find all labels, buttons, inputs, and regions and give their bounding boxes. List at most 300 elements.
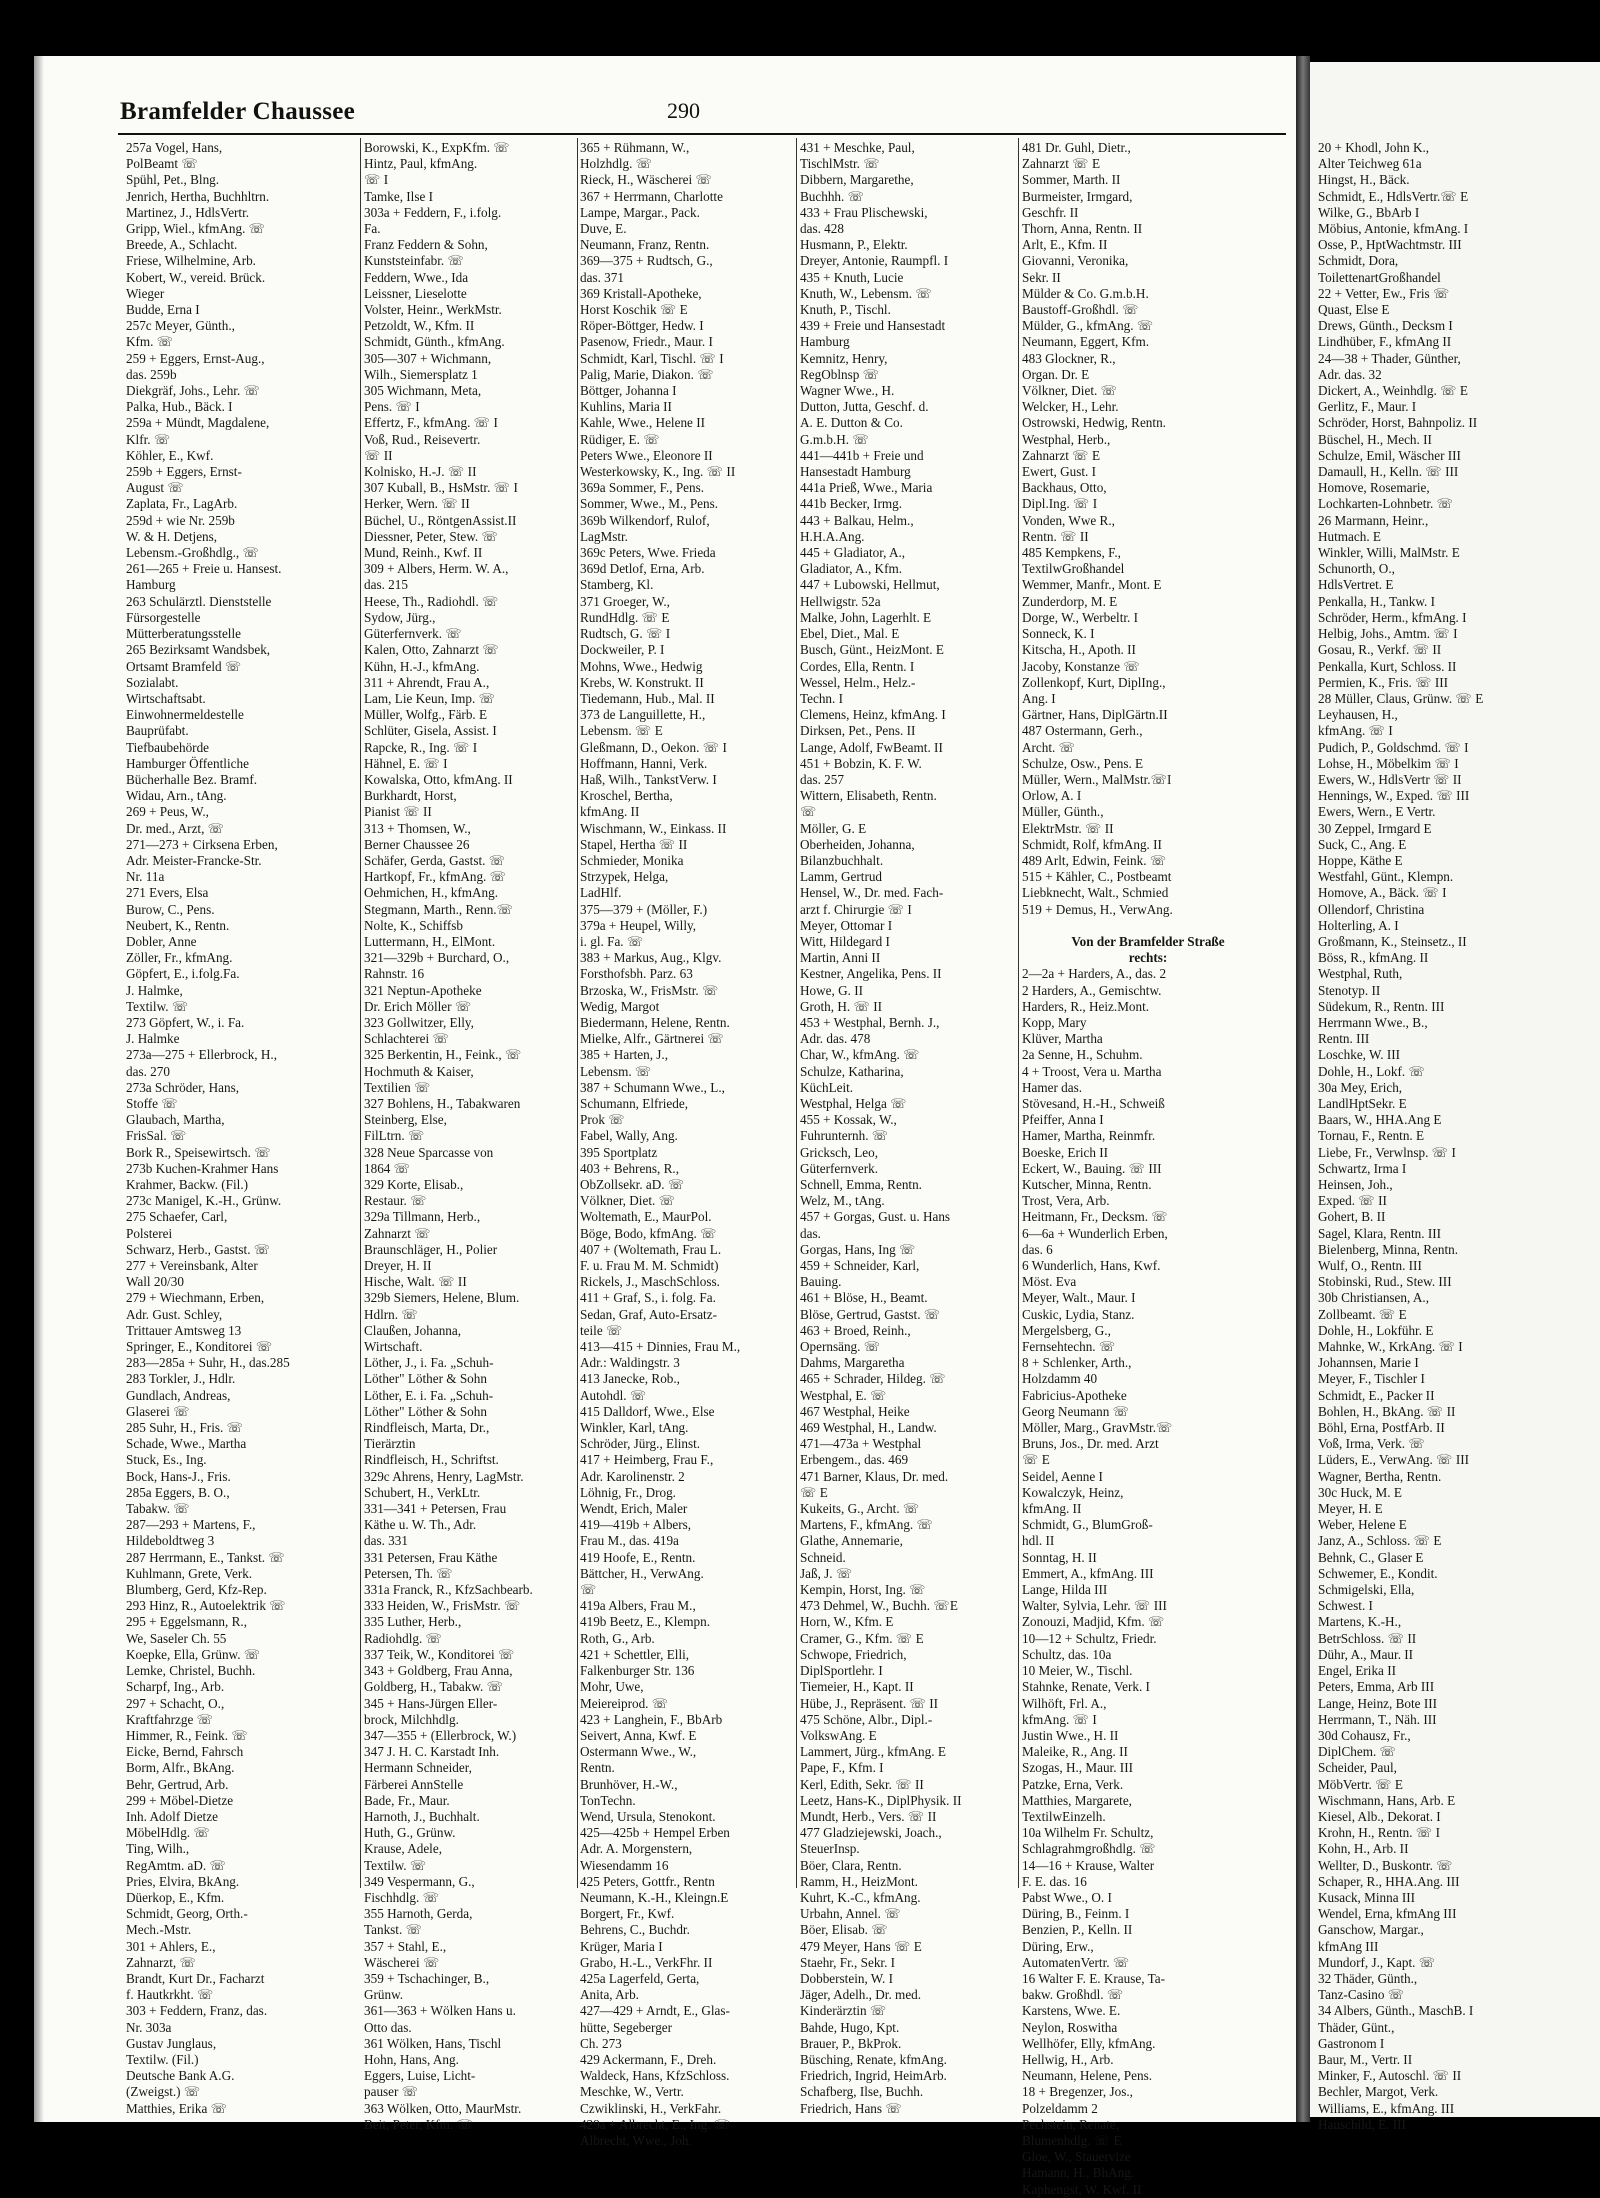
- directory-line: Lohse, H., Möbelkim ☏ I: [1318, 755, 1459, 771]
- column-rule: [577, 138, 578, 1888]
- directory-line: Brauer, P., BkProk.: [800, 2035, 902, 2051]
- directory-line: arzt f. Chirurgie ☏ I: [800, 901, 912, 917]
- directory-line: Hingst, H., Bäck.: [1318, 172, 1410, 188]
- directory-line: Maleike, R., Ang. II: [1022, 1744, 1128, 1760]
- directory-line: Glaubach, Martha,: [126, 1112, 225, 1128]
- directory-line: Widau, Arn., tAng.: [126, 788, 227, 804]
- directory-line: Hdlrn. ☏: [364, 1306, 418, 1322]
- directory-line: Trost, Vera, Arb.: [1022, 1193, 1110, 1209]
- directory-line: Westphal, E. ☏: [800, 1387, 887, 1403]
- directory-line: Schmidt, Rolf, kfmAng. II: [1022, 836, 1162, 852]
- directory-line: Lebensm. ☏: [580, 1063, 652, 1079]
- directory-line: Liebe, Fr., Verwlnsp. ☏ I: [1318, 1144, 1456, 1160]
- directory-line: Heinsen, Joh.,: [1318, 1177, 1393, 1192]
- directory-line: 425—425b + Hempel Erben: [580, 1825, 730, 1841]
- column-rule: [796, 138, 797, 1888]
- directory-line: Böss, R., kfmAng. II: [1318, 950, 1429, 966]
- directory-line: 331 Petersen, Frau Käthe: [364, 1549, 498, 1565]
- directory-line: 329b Siemers, Helene, Blum.: [364, 1290, 520, 1306]
- directory-line: Staehr, Fr., Sekr. I: [800, 1954, 896, 1970]
- directory-line: 263 Schulärztl. Dienststelle: [126, 593, 272, 609]
- directory-line: Dorge, W., Werbeltr. I: [1022, 609, 1139, 625]
- directory-line: Müller, Günth.,: [1022, 804, 1104, 820]
- directory-line: Von der Bramfelder Straße: [1071, 933, 1225, 949]
- directory-line: Meyer, H. E: [1318, 1501, 1383, 1517]
- directory-line: f. Hautkrkht. ☏: [126, 1987, 214, 2003]
- directory-line: Lamm, Gertrud: [800, 869, 883, 885]
- directory-line: Petzoldt, W., Kfm. II: [364, 318, 475, 334]
- directory-line: Rentn.: [580, 1760, 615, 1776]
- directory-line: Zöller, Fr., kfmAng.: [126, 950, 233, 966]
- directory-line: Waldeck, Hans, KfzSchloss.: [580, 2068, 730, 2084]
- directory-line: Vonden, Wwe R.,: [1022, 512, 1115, 528]
- directory-line: Rentn. III: [1318, 1031, 1370, 1047]
- directory-line: Wirtschaft.: [364, 1339, 423, 1355]
- directory-line: Karstens, Wwe. E.: [1022, 2003, 1121, 2019]
- directory-line: Sonntag, H. II: [1022, 1549, 1097, 1565]
- directory-line: 419 Hoofe, E., Rentn.: [580, 1549, 696, 1565]
- directory-line: 261—265 + Freie u. Hansest.: [126, 561, 282, 577]
- directory-line: Hermann Schneider,: [364, 1760, 472, 1776]
- directory-line: 439 + Freie und Hansestadt: [800, 318, 946, 334]
- directory-line: Tabakw. ☏: [126, 1501, 190, 1517]
- page-edge-shadow: [34, 56, 44, 2122]
- directory-line: Bielenberg, Minna, Rentn.: [1318, 1241, 1459, 1257]
- directory-line: Adr. das. 478: [800, 1031, 871, 1047]
- directory-line: Ting, Wilh.,: [126, 1841, 190, 1857]
- directory-line: Herker, Wern. ☏ II: [364, 496, 470, 512]
- directory-line: ElektrMstr. ☏ II: [1022, 820, 1114, 836]
- directory-line: Friedrich, Ingrid, HeimArb.: [800, 2068, 947, 2084]
- directory-line: Dipl.Ing. ☏ I: [1022, 496, 1098, 512]
- directory-line: Wall 20/30: [126, 1274, 184, 1290]
- directory-line: Lochkarten-Lohnbetr. ☏: [1318, 496, 1454, 512]
- directory-line: Holterling, A. I: [1318, 917, 1399, 933]
- directory-line: 257c Meyer, Günth.,: [126, 318, 235, 334]
- directory-line: Rentn. ☏ II: [1022, 528, 1089, 544]
- directory-line: Hamer das.: [1022, 1079, 1083, 1095]
- directory-line: VolkswAng. E: [800, 1727, 877, 1743]
- directory-line: 10 Meier, W., Tischl.: [1022, 1663, 1133, 1679]
- directory-line: Wieger: [126, 285, 165, 301]
- directory-line: 425a Lagerfeld, Gerta,: [580, 1970, 700, 1986]
- directory-line: Eckert, W., Bauing. ☏ III: [1022, 1160, 1162, 1176]
- directory-line: Meyer, Ottomar I: [800, 917, 893, 933]
- directory-line: teile ☏: [580, 1322, 623, 1338]
- directory-line: 519 + Demus, H., VerwAng.: [1022, 901, 1173, 917]
- directory-line: Albrecht, Wwe., Joh.: [580, 2132, 692, 2148]
- directory-line: Zahnarzt, ☏: [126, 1954, 196, 1970]
- directory-line: Knuth, W., Lebensm. ☏: [800, 285, 932, 301]
- directory-line: Kitscha, H., Apoth. II: [1022, 642, 1136, 658]
- directory-line: 273a Schröder, Hans,: [126, 1079, 240, 1095]
- directory-line: Borm, Alfr., BkAng.: [126, 1760, 235, 1776]
- directory-line: Löther, E. i. Fa. „Schuh-: [364, 1387, 494, 1403]
- directory-line: Trittauer Amtsweg 13: [126, 1322, 242, 1338]
- directory-line: Hische, Walt. ☏ II: [364, 1274, 467, 1290]
- directory-line: Pianist ☏ II: [364, 804, 432, 820]
- directory-line: ToilettenartGroßhandel: [1318, 269, 1441, 285]
- directory-line: Kowalska, Otto, kfmAng. II: [364, 771, 513, 787]
- directory-line: Stapel, Hertha ☏ II: [580, 836, 688, 852]
- directory-line: 459 + Schneider, Karl,: [800, 1258, 920, 1274]
- directory-line: Gärtner, Hans, DiplGärtn.II: [1022, 707, 1168, 723]
- directory-line: Eicke, Bernd, Fahrsch: [126, 1744, 244, 1760]
- directory-line: Käthe u. W. Th., Adr.: [364, 1517, 477, 1533]
- directory-line: 445 + Gladiator, A.,: [800, 545, 906, 561]
- directory-line: Cordes, Ella, Rentn. I: [800, 658, 915, 674]
- directory-line: Alter Teichweg 61a: [1318, 156, 1422, 172]
- directory-line: 10a Wilhelm Fr. Schultz,: [1022, 1825, 1154, 1841]
- directory-line: 387 + Schumann Wwe., L.,: [580, 1079, 725, 1095]
- directory-line: Williams, E., kfmAng. III: [1318, 2100, 1455, 2116]
- directory-line: Falkenburger Str. 136: [580, 1663, 695, 1679]
- directory-line: Hamburg: [800, 334, 850, 350]
- directory-line: Cuskic, Lydia, Stanz.: [1022, 1306, 1135, 1322]
- directory-line: Woltemath, E., MaurPol.: [580, 1209, 712, 1225]
- directory-line: Bechler, Margot, Verk.: [1318, 2084, 1439, 2100]
- directory-line: Hartkopf, Fr., kfmAng. ☏: [364, 869, 507, 885]
- directory-line: Wend, Ursula, Stenokont.: [580, 1808, 716, 1824]
- directory-line: 481 Dr. Guhl, Dietr.,: [1022, 140, 1131, 155]
- directory-line: Sagel, Klara, Rentn. III: [1318, 1225, 1442, 1241]
- directory-line: ☏: [800, 804, 817, 820]
- directory-line: 461 + Blöse, H., Beamt.: [800, 1290, 928, 1306]
- directory-line: 471—473a + Westphal: [800, 1436, 922, 1452]
- directory-line: Peters Wwe., Eleonore II: [580, 447, 713, 463]
- directory-line: Minker, F., Autoschl. ☏ II: [1318, 2068, 1462, 2084]
- directory-line: 369a Sommer, F., Pens.: [580, 480, 705, 496]
- directory-line: 337 Teik, W., Konditorei ☏: [364, 1646, 515, 1662]
- directory-line: 259d + wie Nr. 259b: [126, 512, 235, 528]
- directory-line: Techn. I: [800, 690, 844, 706]
- directory-line: Krause, Adele,: [364, 1841, 442, 1857]
- directory-line: Hutmach. E: [1318, 528, 1381, 544]
- directory-line: Backhaus, Otto,: [1022, 480, 1107, 496]
- directory-line: Schubert, H., VerkLtr.: [364, 1484, 481, 1500]
- directory-line: Adr. Meister-Francke-Str.: [126, 852, 262, 868]
- directory-column-5: [1022, 140, 1284, 2198]
- directory-line: Güterfernverk. ☏: [364, 626, 462, 642]
- directory-line: Thäder, Günt.,: [1318, 2019, 1395, 2035]
- directory-line: Kempin, Horst, Ing. ☏: [800, 1582, 926, 1598]
- directory-line: Südekum, R., Rentn. III: [1318, 998, 1445, 1014]
- directory-line: Zonouzi, Madjid, Kfm. ☏: [1022, 1614, 1165, 1630]
- directory-line: Orlow, A. I: [1022, 788, 1082, 804]
- directory-line: Wirtschaftsabt.: [126, 690, 206, 706]
- directory-line: 361 Wölken, Hans, Tischl: [364, 2035, 502, 2051]
- directory-line: Hochmuth & Kaiser,: [364, 1063, 474, 1079]
- directory-line: Rüdiger, E. ☏: [580, 431, 660, 447]
- directory-line: Groth, H. ☏ II: [800, 998, 883, 1014]
- directory-column-4: [800, 140, 1015, 2117]
- directory-line: 435 + Knuth, Lucie: [800, 269, 904, 285]
- directory-line: Büchel, U., RöntgenAssist.II: [364, 512, 517, 528]
- directory-line: 385 + Harten, J.,: [580, 1047, 669, 1063]
- directory-line: Duve, E.: [580, 221, 627, 237]
- directory-line: Schultz, das. 10a: [1022, 1646, 1112, 1662]
- directory-line: Krohn, H., Rentn. ☏ I: [1318, 1825, 1440, 1841]
- directory-line: Böhl, Erna, PostfArb. II: [1318, 1420, 1445, 1436]
- directory-line: Ewers, W., HdlsVertr ☏ II: [1318, 771, 1462, 787]
- directory-line: Tiefbaubehörde: [126, 739, 210, 755]
- directory-line: Westfahl, Günt., Klempn.: [1318, 869, 1454, 885]
- directory-line: 365 + Rühmann, W.,: [580, 140, 690, 155]
- directory-line: Thorn, Anna, Rentn. II: [1022, 221, 1143, 237]
- directory-line: Neumann, Franz, Rentn.: [580, 237, 710, 253]
- directory-line: 451 + Bobzin, K. F. W.: [800, 755, 922, 771]
- directory-line: Gloe, W., Stauervize: [1022, 2149, 1131, 2165]
- directory-line: Glathe, Annemarie,: [800, 1533, 903, 1549]
- directory-line: Mütterberatungsstelle: [126, 626, 241, 642]
- directory-line: Köhler, E., Kwf.: [126, 447, 214, 463]
- directory-line: Scheider, Paul,: [1318, 1760, 1397, 1776]
- directory-line: Wischmann, W., Einkass. II: [580, 820, 727, 836]
- directory-line: 369 Kristall-Apotheke,: [580, 285, 702, 301]
- directory-line: Behrens, C., Buchdr.: [580, 1922, 690, 1938]
- directory-line: 331a Franck, R., KfzSachbearb.: [364, 1582, 533, 1598]
- directory-line: Klüver, Martha: [1022, 1031, 1103, 1047]
- directory-line: Martens, K.-H.,: [1318, 1614, 1402, 1630]
- adjacent-page: [1310, 62, 1600, 2132]
- directory-line: Kerl, Edith, Sekr. ☏ II: [800, 1776, 924, 1792]
- directory-line: Palig, Marie, Diakon. ☏: [580, 366, 714, 382]
- directory-line: August ☏: [126, 480, 184, 496]
- directory-line: Möller, Marg., GravMstr.☏: [1022, 1420, 1173, 1436]
- directory-line: Gerlitz, F., Maur. I: [1318, 399, 1417, 415]
- directory-line: Dirksen, Pet., Pens. II: [800, 723, 916, 739]
- directory-line: 325 Berkentin, H., Feink., ☏: [364, 1047, 522, 1063]
- directory-line: Polsterei: [126, 1225, 173, 1241]
- directory-line: Güterfernverk.: [800, 1160, 878, 1176]
- directory-line: Matthies, Erika ☏: [126, 2100, 228, 2116]
- directory-line: Volster, Heinr., WerkMstr.: [364, 302, 502, 318]
- directory-line: Sekr. II: [1022, 269, 1061, 285]
- directory-line: 421 + Schettler, Elli,: [580, 1646, 690, 1662]
- directory-line: Nr. 11a: [126, 869, 165, 885]
- directory-line: Lemke, Christel, Buchh.: [126, 1663, 256, 1679]
- directory-line: Westphal, Herb.,: [1022, 431, 1111, 447]
- directory-line: ☏ II: [364, 447, 393, 463]
- directory-line: Gorgas, Hans, Ing ☏: [800, 1241, 916, 1257]
- directory-line: Permien, K., Fris. ☏ III: [1318, 674, 1449, 690]
- directory-line: Lam, Lie Keun, Imp. ☏: [364, 690, 496, 706]
- directory-line: 475 Schöne, Albr., Dipl.-: [800, 1711, 933, 1727]
- directory-line: Grünw.: [364, 1987, 404, 2003]
- directory-line: 419b Beetz, E., Klempn.: [580, 1614, 711, 1630]
- directory-line: Mülder & Co. G.m.b.H.: [1022, 285, 1149, 301]
- directory-line: Giovanni, Veronika,: [1022, 253, 1129, 269]
- directory-line: Kuhlins, Maria II: [580, 399, 672, 415]
- directory-line: Drews, Günth., Decksm I: [1318, 318, 1453, 334]
- directory-line: Wendt, Erich, Maler: [580, 1501, 688, 1517]
- directory-line: HdlsVertret. E: [1318, 577, 1394, 593]
- directory-line: Fa.: [364, 221, 381, 237]
- directory-line: Möst. Eva: [1022, 1274, 1077, 1290]
- directory-line: 473 Dehmel, W., Buchh. ☏E: [800, 1598, 958, 1614]
- directory-line: Hennings, W., Exped. ☏ III: [1318, 788, 1470, 804]
- directory-line: Matthies, Margarete,: [1022, 1792, 1132, 1808]
- directory-line: Frau M., das. 419a: [580, 1533, 679, 1549]
- directory-line: kfmAng III: [1318, 1938, 1379, 1954]
- directory-line: Hamer, Martha, Reinmfr.: [1022, 1128, 1156, 1144]
- directory-line: Franz Feddern & Sohn,: [364, 237, 488, 253]
- directory-line: i. gl. Fa. ☏: [580, 933, 644, 949]
- directory-line: 309 + Albers, Herm. W. A.,: [364, 561, 509, 577]
- directory-line: 395 Sportplatz: [580, 1144, 658, 1160]
- directory-line: LadHlf.: [580, 885, 622, 901]
- directory-line: Büschel, H., Mech. II: [1318, 431, 1432, 447]
- directory-line: Kinderärztin ☏: [800, 2003, 887, 2019]
- directory-line: Schmidt, G., BlumGroß-: [1022, 1517, 1153, 1533]
- directory-line: Borgert, Fr., Kwf.: [580, 1906, 675, 1922]
- directory-line: 465 + Schrader, Hildeg. ☏: [800, 1371, 946, 1387]
- directory-line: 30c Huck, M. E: [1318, 1484, 1402, 1500]
- directory-line: Benzien, P., Kelln. II: [1022, 1922, 1133, 1938]
- directory-line: Blumberg, Gerd, Kfz-Rep.: [126, 1582, 267, 1598]
- directory-line: 359 + Tschachinger, B.,: [364, 1970, 490, 1986]
- directory-line: 273a—275 + Ellerbrock, H.,: [126, 1047, 277, 1063]
- directory-line: Büsching, Renate, kfmAng.: [800, 2051, 947, 2067]
- directory-line: Pudich, P., Goldschmd. ☏ I: [1318, 739, 1469, 755]
- directory-line: 295 + Eggelsmann, R.,: [126, 1614, 247, 1630]
- directory-line: Feddern, Wwe., Ida: [364, 269, 469, 285]
- directory-line: Ewert, Gust. I: [1022, 464, 1096, 480]
- directory-line: Pries, Elvira, BkAng.: [126, 1873, 240, 1889]
- directory-line: Kuhrt, K.-C., kfmAng.: [800, 1889, 921, 1905]
- directory-line: Georg Neumann ☏: [1022, 1403, 1130, 1419]
- directory-line: Fabel, Wally, Ang.: [580, 1128, 678, 1144]
- directory-line: Meschke, W., Vertr.: [580, 2084, 684, 2100]
- directory-line: ☏ E: [1022, 1452, 1050, 1468]
- directory-line: Luttermann, H., ElMont.: [364, 933, 496, 949]
- directory-line: Leetz, Hans-K., DiplPhysik. II: [800, 1792, 962, 1808]
- directory-line: 30a Mey, Erich,: [1318, 1079, 1403, 1095]
- directory-line: Textilw. ☏: [126, 998, 189, 1014]
- directory-line: Nolte, K., Schiffsb: [364, 917, 464, 933]
- directory-line: das. 215: [364, 577, 408, 593]
- directory-line: Neumann, Helene, Pens.: [1022, 2068, 1153, 2084]
- directory-line: Bilanzbuchhalt.: [800, 852, 884, 868]
- directory-line: Glaserei ☏: [126, 1403, 190, 1419]
- column-rule: [360, 138, 361, 1888]
- directory-line: Friedrich, Hans ☏: [800, 2100, 902, 2116]
- directory-line: Stoffe ☏: [126, 1095, 178, 1111]
- directory-line: Sonneck, K. I: [1022, 626, 1095, 642]
- directory-line: Sedan, Graf, Auto-Ersatz-: [580, 1306, 717, 1322]
- directory-line: Stobinski, Rud., Stew. III: [1318, 1274, 1452, 1290]
- directory-line: Lebensm.-Großhdlg., ☏: [126, 545, 259, 561]
- directory-line: 441b Becker, Irmg.: [800, 496, 903, 512]
- directory-line: 489 Arlt, Edwin, Feink. ☏: [1022, 852, 1167, 868]
- directory-line: Blöse, Gertrud, Gastst. ☏: [800, 1306, 941, 1322]
- directory-line: 361—363 + Wölken Hans u.: [364, 2003, 516, 2019]
- directory-line: 271—273 + Cirksena Erben,: [126, 836, 278, 852]
- directory-line: Kopp, Mary: [1022, 1014, 1087, 1030]
- directory-line: Springer, E., Konditorei ☏: [126, 1339, 273, 1355]
- directory-line: 357 + Stahl, E.,: [364, 1938, 447, 1954]
- directory-line: Hähnel, E. ☏ I: [364, 755, 448, 771]
- directory-line: 369c Peters, Wwe. Frieda: [580, 545, 716, 561]
- directory-column-2: [364, 140, 574, 2133]
- directory-line: F. u. Frau M. M. Schmidt): [580, 1258, 719, 1274]
- directory-line: Fabricius-Apotheke: [1022, 1387, 1127, 1403]
- directory-line: Radiohdlg. ☏: [364, 1630, 443, 1646]
- directory-line: 265 Bezirksamt Wandsbek,: [126, 642, 271, 658]
- directory-line: Osse, P., HptWachtmstr. III: [1318, 237, 1462, 253]
- directory-line: Möller, G. E: [800, 820, 867, 836]
- directory-line: Adr. Karolinenstr. 2: [580, 1468, 685, 1484]
- directory-line: Krüger, Maria I: [580, 1938, 663, 1954]
- directory-line: Schaper, R., HHA.Ang. III: [1318, 1873, 1460, 1889]
- directory-line: Haß, Wilh., TankstVerw. I: [580, 771, 717, 787]
- directory-line: Schmidt, Günth., kfmAng.: [364, 334, 505, 350]
- directory-line: das. 371: [580, 269, 624, 285]
- directory-line: Böer, Elisab. ☏: [800, 1922, 888, 1938]
- directory-line: Adr. das. 32: [1318, 366, 1382, 382]
- directory-line: Gustav Junglaus,: [126, 2035, 217, 2051]
- directory-line: 329a Tillmann, Herb.,: [364, 1209, 481, 1225]
- directory-line: Szogas, H., Maur. III: [1022, 1760, 1133, 1776]
- directory-line: Knuth, P., Tischl.: [800, 302, 891, 318]
- directory-line: 307 Kuball, B., HsMstr. ☏ I: [364, 480, 518, 496]
- directory-line: das.: [800, 1225, 821, 1241]
- directory-line: Fischhdlg. ☏: [364, 1889, 440, 1905]
- directory-line: 447 + Lubowski, Hellmut,: [800, 577, 940, 593]
- directory-line: 303 + Feddern, Franz, das.: [126, 2003, 268, 2019]
- directory-line: Harnoth, J., Buchhalt.: [364, 1808, 480, 1824]
- directory-line: Burow, C., Pens.: [126, 901, 215, 917]
- directory-line: Großmann, K., Steinsetz., II: [1318, 933, 1467, 949]
- directory-line: RundHdlg. ☏ E: [580, 609, 670, 625]
- directory-line: H.H.A.Ang.: [800, 528, 865, 544]
- directory-line: Wellter, D., Buskontr. ☏: [1318, 1857, 1453, 1873]
- directory-line: Boeske, Erich II: [1022, 1144, 1109, 1160]
- directory-line: TischlMstr. ☏: [800, 156, 880, 172]
- directory-line: 433 + Frau Plischewski,: [800, 204, 928, 220]
- directory-line: 271 Evers, Elsa: [126, 885, 209, 901]
- directory-line: Liebknecht, Walt., Schmied: [1022, 885, 1169, 901]
- directory-line: 477 Gladziejewski, Joach.,: [800, 1825, 942, 1841]
- directory-line: 18 + Bregenzer, Jos.,: [1022, 2084, 1133, 2100]
- directory-line: Blumenhdlg. ☏ E: [1022, 2132, 1122, 2148]
- directory-line: Kukeits, G., Archt. ☏: [800, 1501, 920, 1517]
- directory-line: 259a + Mündt, Magdalene,: [126, 415, 270, 431]
- directory-line: Autohdl. ☏: [580, 1387, 647, 1403]
- directory-line: Wendel, Erna, kfmAng III: [1318, 1906, 1457, 1922]
- directory-line: 269 + Peus, W.,: [126, 804, 209, 820]
- directory-line: Mielke, Alfr., Gärtnerei ☏: [580, 1031, 724, 1047]
- directory-line: Zollbeamt. ☏ E: [1318, 1306, 1407, 1322]
- directory-line: Neumann, Eggert, Kfm.: [1022, 334, 1150, 350]
- directory-line: Winkler, Karl, tAng.: [580, 1420, 689, 1436]
- directory-line: Böer, Clara, Rentn.: [800, 1857, 902, 1873]
- directory-line: 467 Westphal, Heike: [800, 1403, 910, 1419]
- directory-line: Hensel, W., Dr. med. Fach-: [800, 885, 944, 901]
- directory-line: Schmigelski, Ella,: [1318, 1582, 1415, 1598]
- directory-line: 2a Senne, H., Schuhm.: [1022, 1047, 1143, 1063]
- directory-line: Stahnke, Renate, Verk. I: [1022, 1679, 1150, 1695]
- directory-line: 20 + Khodl, John K.,: [1318, 140, 1430, 155]
- directory-line: Jenrich, Hertha, Buchhltrn.: [126, 188, 270, 204]
- directory-line: Bruns, Jos., Dr. med. Arzt: [1022, 1436, 1159, 1452]
- directory-line: Völkner, Diet. ☏: [580, 1193, 676, 1209]
- directory-line: Beit, Peter, Kfm. ☏: [364, 2116, 473, 2132]
- directory-line: 299 + Möbel-Dietze: [126, 1792, 234, 1808]
- directory-line: Dobberstein, W. I: [800, 1970, 894, 1986]
- directory-line: Ebel, Diet., Mal. E: [800, 626, 900, 642]
- directory-line: 441a Prieß, Wwe., Maria: [800, 480, 933, 496]
